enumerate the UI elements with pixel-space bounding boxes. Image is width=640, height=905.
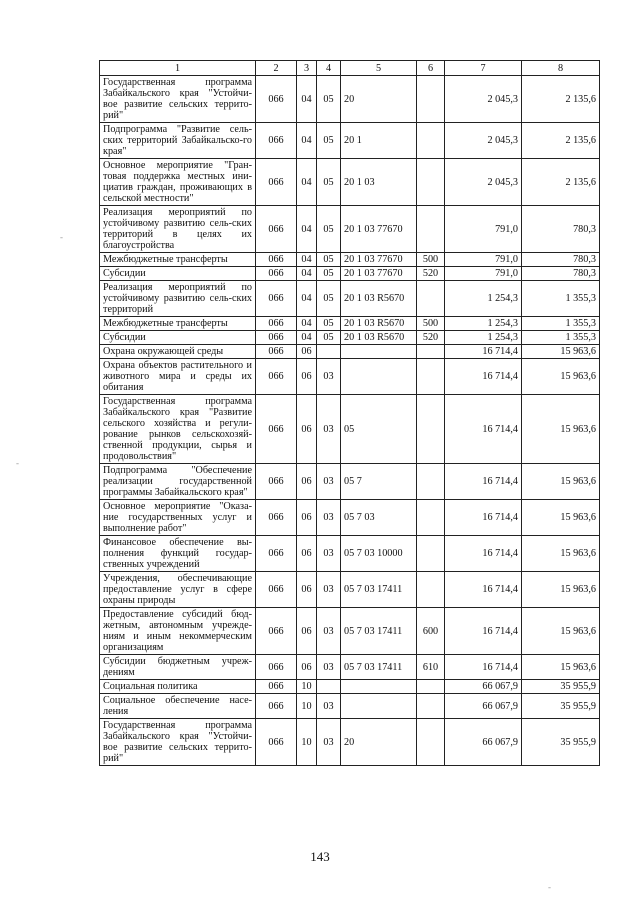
row-section: 10 (297, 719, 317, 766)
row-amount-year1: 791,0 (445, 206, 522, 253)
row-expense-type: 500 (417, 317, 445, 331)
row-target-article: 20 (341, 719, 417, 766)
row-expense-type (417, 281, 445, 317)
scan-speck: - (16, 458, 19, 468)
row-target-article (341, 359, 417, 395)
column-header: 8 (522, 61, 600, 76)
table-row (100, 331, 600, 345)
row-expense-type (417, 572, 445, 608)
row-amount-year2: 780,3 (522, 253, 600, 267)
row-amount-year1: 16 714,4 (445, 536, 522, 572)
row-amount-year1: 1 254,3 (445, 331, 522, 345)
row-name: Межбюджетные трансферты (100, 317, 256, 331)
row-amount-year1: 1 254,3 (445, 317, 522, 331)
row-name: Субсидии (100, 267, 256, 281)
row-target-article: 20 1 (341, 123, 417, 159)
table-row (100, 345, 600, 359)
row-target-article: 05 7 03 17411 (341, 608, 417, 655)
row-subsection: 05 (317, 159, 341, 206)
table-row (100, 536, 600, 572)
row-name: Государственная программа Забайкальского края "Устойчи-вое развитие сельских террито-рий" (100, 76, 256, 123)
row-amount-year1: 2 045,3 (445, 123, 522, 159)
row-subsection: 05 (317, 331, 341, 345)
row-name: Субсидии бюджетным учреж-дениям (100, 655, 256, 680)
row-amount-year2: 15 963,6 (522, 359, 600, 395)
row-amount-year1: 1 254,3 (445, 281, 522, 317)
row-expense-type (417, 500, 445, 536)
row-amount-year1: 16 714,4 (445, 608, 522, 655)
row-section: 06 (297, 464, 317, 500)
row-amount-year1: 2 045,3 (445, 159, 522, 206)
row-code: 066 (256, 680, 297, 694)
row-target-article: 05 7 03 (341, 500, 417, 536)
row-section: 06 (297, 655, 317, 680)
row-expense-type (417, 536, 445, 572)
row-expense-type: 600 (417, 608, 445, 655)
row-amount-year1: 66 067,9 (445, 680, 522, 694)
row-subsection: 03 (317, 500, 341, 536)
row-target-article: 20 1 03 R5670 (341, 331, 417, 345)
row-section: 04 (297, 159, 317, 206)
row-amount-year2: 15 963,6 (522, 395, 600, 464)
row-section: 04 (297, 123, 317, 159)
column-header: 6 (417, 61, 445, 76)
row-name: Государственная программа Забайкальского края "Развитие сельского хозяйства и регули-рование рынков сельскохозяй-ственной продукции, сырья и продовольствия" (100, 395, 256, 464)
column-header: 3 (297, 61, 317, 76)
row-expense-type (417, 76, 445, 123)
column-header: 4 (317, 61, 341, 76)
row-code: 066 (256, 694, 297, 719)
row-amount-year1: 791,0 (445, 253, 522, 267)
row-section: 04 (297, 76, 317, 123)
row-code: 066 (256, 359, 297, 395)
row-section: 06 (297, 608, 317, 655)
column-header: 1 (100, 61, 256, 76)
row-amount-year2: 2 135,6 (522, 159, 600, 206)
row-target-article: 20 1 03 R5670 (341, 317, 417, 331)
row-code: 066 (256, 331, 297, 345)
row-subsection: 05 (317, 76, 341, 123)
table-row (100, 395, 600, 464)
row-amount-year2: 15 963,6 (522, 655, 600, 680)
row-code: 066 (256, 253, 297, 267)
row-expense-type (417, 395, 445, 464)
table-row (100, 572, 600, 608)
row-amount-year1: 16 714,4 (445, 655, 522, 680)
row-name: Социальное обеспечение насе-ления (100, 694, 256, 719)
table-row (100, 359, 600, 395)
row-target-article: 20 (341, 76, 417, 123)
row-expense-type (417, 464, 445, 500)
scan-speck: - (60, 232, 63, 242)
row-subsection (317, 680, 341, 694)
row-amount-year2: 1 355,3 (522, 281, 600, 317)
row-target-article (341, 694, 417, 719)
row-amount-year1: 66 067,9 (445, 719, 522, 766)
row-target-article: 20 1 03 R5670 (341, 281, 417, 317)
row-amount-year1: 16 714,4 (445, 359, 522, 395)
table-row (100, 500, 600, 536)
row-name: Охрана объектов растительного и животного мира и среды их обитания (100, 359, 256, 395)
budget-table (99, 60, 600, 766)
row-section: 04 (297, 267, 317, 281)
row-subsection: 05 (317, 253, 341, 267)
row-code: 066 (256, 281, 297, 317)
table-row (100, 159, 600, 206)
row-expense-type (417, 680, 445, 694)
row-amount-year1: 16 714,4 (445, 572, 522, 608)
row-amount-year1: 791,0 (445, 267, 522, 281)
row-name: Подпрограмма "Обеспечение реализации государственной программы Забайкальского края" (100, 464, 256, 500)
row-subsection: 03 (317, 655, 341, 680)
row-name: Реализация мероприятий по устойчивому развитию сель-ских территорий в целях их благоустройства (100, 206, 256, 253)
row-name: Государственная программа Забайкальского края "Устойчи-вое развитие сельских террито-рий" (100, 719, 256, 766)
row-section: 06 (297, 500, 317, 536)
table-row (100, 76, 600, 123)
row-amount-year1: 16 714,4 (445, 500, 522, 536)
row-section: 04 (297, 281, 317, 317)
row-target-article: 20 1 03 77670 (341, 206, 417, 253)
row-name: Подпрограмма "Развитие сель-ских территорий Забайкальско-го края" (100, 123, 256, 159)
row-expense-type: 500 (417, 253, 445, 267)
row-expense-type (417, 359, 445, 395)
row-code: 066 (256, 536, 297, 572)
row-section: 04 (297, 253, 317, 267)
row-target-article: 20 1 03 77670 (341, 253, 417, 267)
row-amount-year2: 1 355,3 (522, 331, 600, 345)
row-name: Основное мероприятие "Оказа-ние государственных услуг и выполнение работ" (100, 500, 256, 536)
row-expense-type (417, 719, 445, 766)
row-section: 06 (297, 359, 317, 395)
row-name: Финансовое обеспечение вы-полнения функций государ-ственных учреждений (100, 536, 256, 572)
table-row (100, 694, 600, 719)
row-code: 066 (256, 123, 297, 159)
row-amount-year1: 16 714,4 (445, 345, 522, 359)
row-amount-year2: 1 355,3 (522, 317, 600, 331)
row-code: 066 (256, 464, 297, 500)
row-subsection: 05 (317, 123, 341, 159)
row-subsection: 03 (317, 359, 341, 395)
row-target-article (341, 345, 417, 359)
table-row (100, 281, 600, 317)
row-code: 066 (256, 206, 297, 253)
table-row (100, 317, 600, 331)
row-section: 10 (297, 680, 317, 694)
row-name: Учреждения, обеспечивающие предоставление услуг в сфере охраны природы (100, 572, 256, 608)
row-code: 066 (256, 572, 297, 608)
row-amount-year1: 2 045,3 (445, 76, 522, 123)
row-subsection: 03 (317, 694, 341, 719)
row-amount-year2: 15 963,6 (522, 608, 600, 655)
row-name: Субсидии (100, 331, 256, 345)
row-subsection: 03 (317, 464, 341, 500)
row-subsection: 03 (317, 572, 341, 608)
row-code: 066 (256, 655, 297, 680)
row-amount-year2: 2 135,6 (522, 76, 600, 123)
row-amount-year2: 15 963,6 (522, 572, 600, 608)
row-section: 06 (297, 572, 317, 608)
row-amount-year1: 16 714,4 (445, 395, 522, 464)
row-expense-type (417, 694, 445, 719)
row-target-article: 20 1 03 (341, 159, 417, 206)
table-header-row (100, 61, 600, 76)
row-amount-year2: 780,3 (522, 206, 600, 253)
row-expense-type (417, 345, 445, 359)
row-amount-year1: 16 714,4 (445, 464, 522, 500)
row-amount-year2: 15 963,6 (522, 500, 600, 536)
row-name: Межбюджетные трансферты (100, 253, 256, 267)
row-target-article (341, 680, 417, 694)
row-amount-year2: 15 963,6 (522, 464, 600, 500)
table-row (100, 206, 600, 253)
row-subsection: 03 (317, 395, 341, 464)
row-subsection: 05 (317, 317, 341, 331)
row-target-article: 05 7 03 17411 (341, 655, 417, 680)
scan-speck: - (548, 882, 551, 892)
row-code: 066 (256, 719, 297, 766)
row-target-article: 05 7 03 10000 (341, 536, 417, 572)
row-amount-year2: 35 955,9 (522, 719, 600, 766)
row-name: Предоставление субсидий бюд-жетным, автономным учрежде-ниям и иным некоммерческим организациям (100, 608, 256, 655)
page-number: 143 (310, 849, 330, 864)
row-section: 04 (297, 206, 317, 253)
row-subsection: 03 (317, 536, 341, 572)
row-code: 066 (256, 159, 297, 206)
table-row (100, 719, 600, 766)
row-name: Основное мероприятие "Гран-товая поддержка местных ини-циатив граждан, проживающих в сельской местности" (100, 159, 256, 206)
row-expense-type (417, 206, 445, 253)
table-row (100, 608, 600, 655)
row-code: 066 (256, 76, 297, 123)
table-row (100, 267, 600, 281)
row-amount-year2: 35 955,9 (522, 680, 600, 694)
row-amount-year2: 15 963,6 (522, 345, 600, 359)
row-section: 06 (297, 345, 317, 359)
row-name: Социальная политика (100, 680, 256, 694)
row-expense-type: 520 (417, 331, 445, 345)
column-header: 2 (256, 61, 297, 76)
row-subsection: 05 (317, 206, 341, 253)
row-target-article: 05 7 03 17411 (341, 572, 417, 608)
row-code: 066 (256, 317, 297, 331)
row-expense-type (417, 123, 445, 159)
row-code: 066 (256, 267, 297, 281)
table-row (100, 680, 600, 694)
row-expense-type (417, 159, 445, 206)
table-row (100, 123, 600, 159)
row-code: 066 (256, 395, 297, 464)
row-subsection (317, 345, 341, 359)
table-row (100, 464, 600, 500)
row-name: Реализация мероприятий по устойчивому развитию сель-ских территорий (100, 281, 256, 317)
row-amount-year2: 2 135,6 (522, 123, 600, 159)
row-name: Охрана окружающей среды (100, 345, 256, 359)
row-target-article: 05 7 (341, 464, 417, 500)
row-target-article: 20 1 03 77670 (341, 267, 417, 281)
table-row (100, 655, 600, 680)
column-header: 5 (341, 61, 417, 76)
row-target-article: 05 (341, 395, 417, 464)
table-row (100, 253, 600, 267)
row-amount-year2: 15 963,6 (522, 536, 600, 572)
row-amount-year2: 35 955,9 (522, 694, 600, 719)
row-expense-type: 520 (417, 267, 445, 281)
row-code: 066 (256, 500, 297, 536)
row-section: 06 (297, 536, 317, 572)
row-expense-type: 610 (417, 655, 445, 680)
row-section: 04 (297, 317, 317, 331)
row-section: 06 (297, 395, 317, 464)
row-code: 066 (256, 608, 297, 655)
row-amount-year2: 780,3 (522, 267, 600, 281)
row-subsection: 03 (317, 608, 341, 655)
row-amount-year1: 66 067,9 (445, 694, 522, 719)
row-subsection: 03 (317, 719, 341, 766)
column-header: 7 (445, 61, 522, 76)
row-subsection: 05 (317, 281, 341, 317)
row-section: 10 (297, 694, 317, 719)
row-section: 04 (297, 331, 317, 345)
row-subsection: 05 (317, 267, 341, 281)
row-code: 066 (256, 345, 297, 359)
